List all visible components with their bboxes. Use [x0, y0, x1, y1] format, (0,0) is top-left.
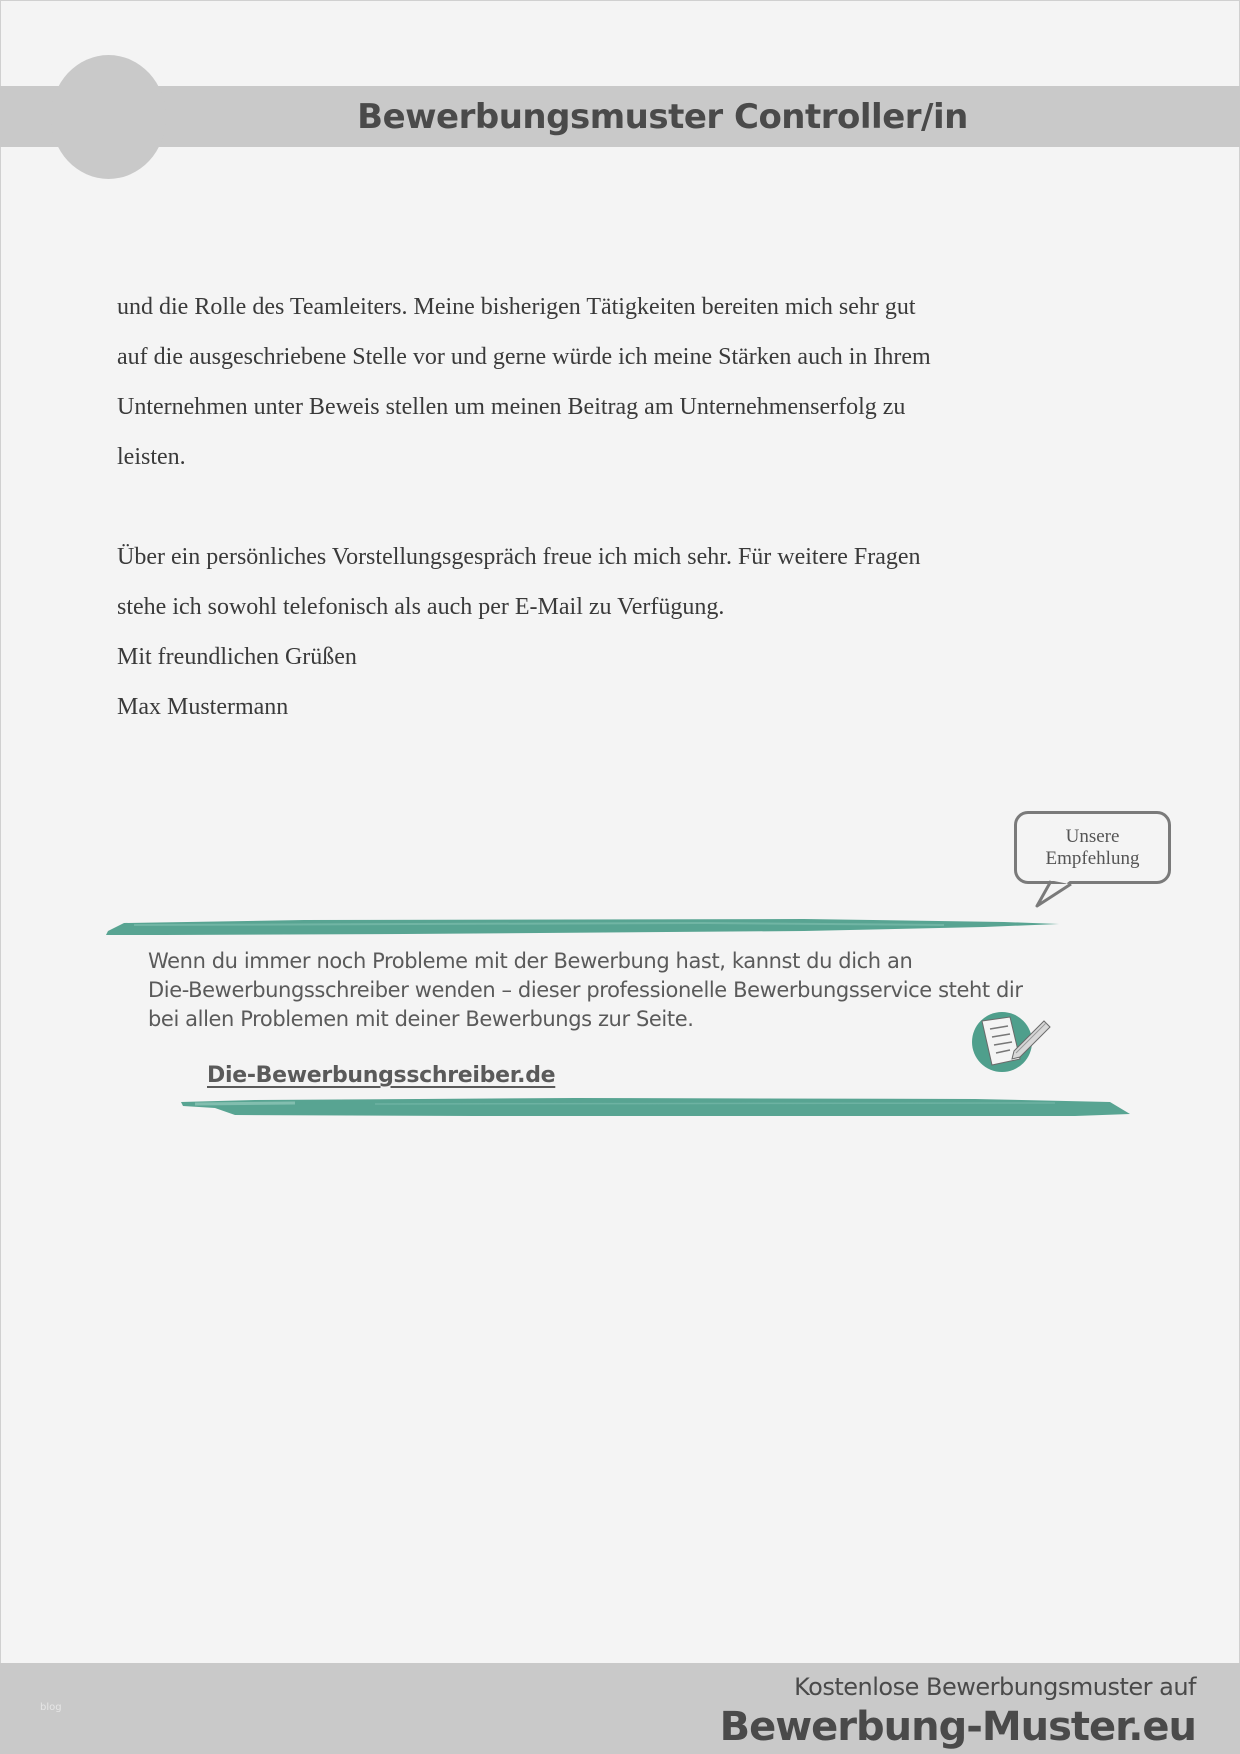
footer-tagline: Kostenlose Bewerbungsmuster auf: [794, 1673, 1196, 1701]
letter-line: stehe ich sowohl telefonisch als auch per E-Mail zu Verfügung.: [117, 594, 725, 620]
footer-brand[interactable]: Bewerbung-Muster.eu: [719, 1704, 1196, 1750]
recommendation-bubble: [1014, 811, 1171, 884]
brush-stroke-bottom: [175, 1094, 1135, 1122]
bubble-line-2: Empfehlung: [1045, 847, 1140, 869]
letter-line: leisten.: [117, 444, 186, 470]
recommendation-line: Die-Bewerbungsschreiber wenden – dieser professionelle Bewerbungsservice steht dir: [148, 978, 1023, 1002]
letter-signature: Max Mustermann: [117, 694, 289, 720]
footer-watermark: blog: [40, 1702, 62, 1713]
page-title: Bewerbungsmuster Controller/in: [357, 96, 968, 137]
recommendation-line: Wenn du immer noch Probleme mit der Bewerbung hast, kannst du dich an: [148, 949, 913, 973]
bubble-tail-icon: [1035, 880, 1095, 910]
recommendation-line: bei allen Problemen mit deiner Bewerbungs zur Seite.: [148, 1007, 694, 1031]
letter-line: Unternehmen unter Beweis stellen um meinen Beitrag am Unternehmenserfolg zu: [117, 394, 906, 420]
letter-line: Über ein persönliches Vorstellungsgespräch freue ich mich sehr. Für weitere Fragen: [117, 544, 921, 570]
bubble-line-1: Unsere: [1065, 825, 1120, 847]
letter-closing: Mit freundlichen Grüßen: [117, 644, 357, 670]
brush-stroke-top: [104, 913, 1064, 939]
bewerbungsschreiber-link[interactable]: Die-Bewerbungsschreiber.de: [207, 1063, 556, 1088]
paragraph-gap: [117, 482, 1127, 532]
letter-pencil-icon: [970, 1007, 1056, 1073]
letter-line: auf die ausgeschriebene Stelle vor und gerne würde ich meine Stärken auch in Ihrem: [117, 344, 931, 370]
letter-line: und die Rolle des Teamleiters. Meine bisherigen Tätigkeiten bereiten mich sehr gut: [117, 294, 916, 320]
letter-body: [117, 282, 1127, 732]
recommendation-text: [148, 947, 1108, 1034]
